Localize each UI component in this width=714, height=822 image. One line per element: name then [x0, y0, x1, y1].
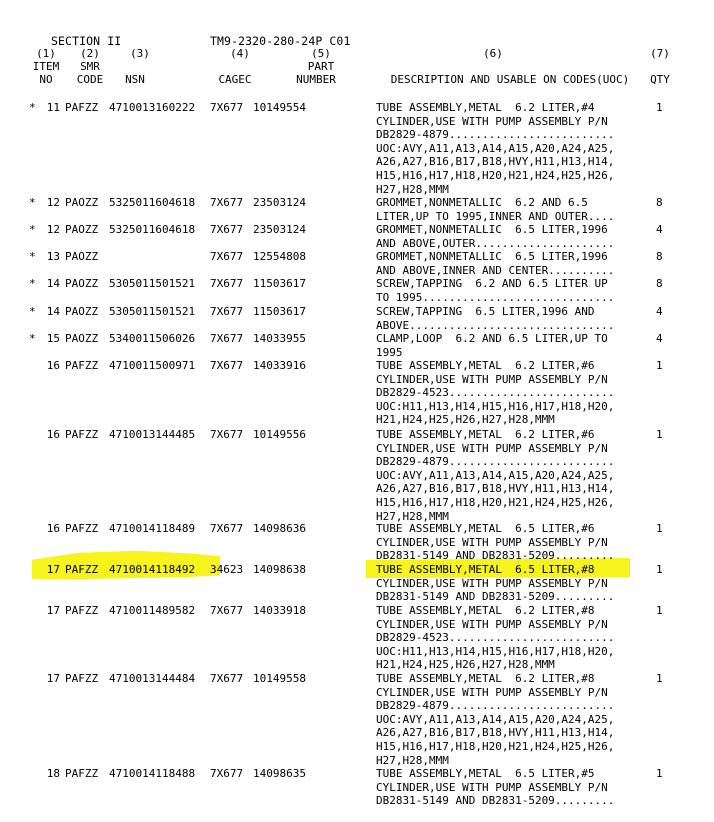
- smr-code: PAOZZ: [65, 250, 99, 263]
- description-line: CYLINDER,USE WITH PUMP ASSEMBLY P/N: [376, 535, 608, 549]
- smr-code: PAFZZ: [65, 522, 99, 535]
- description-line: DB2829-4879.........................: [376, 455, 615, 469]
- description-line: DB2831-5149 AND DB2831-5209.........: [376, 794, 615, 808]
- nsn: 4710013144484: [109, 672, 196, 685]
- cage-code: 7X677: [210, 522, 244, 535]
- part-number: 10149556: [253, 428, 306, 441]
- quantity: 8: [656, 277, 663, 290]
- smr-code: PAFZZ: [65, 428, 99, 441]
- description-line: A26,A27,B16,B17,B18,HVY,H11,H13,H14,: [376, 726, 615, 740]
- nsn: 4710014118489: [109, 522, 196, 535]
- part-number: 23503124: [253, 196, 306, 209]
- part-number: 11503617: [253, 305, 306, 318]
- smr-code: PAFZZ: [65, 672, 99, 685]
- part-number: 14098635: [253, 767, 306, 780]
- description: [376, 305, 644, 332]
- description-line: GROMMET,NONMETALLIC 6.2 AND 6.5: [376, 196, 588, 209]
- col5-label-top: PART: [307, 60, 335, 73]
- item-number: 17: [46, 563, 60, 576]
- description-line: CYLINDER,USE WITH PUMP ASSEMBLY P/N: [376, 617, 608, 631]
- cage-code: 7X677: [210, 359, 244, 372]
- col1-label-top: ITEM: [32, 60, 60, 73]
- col6-label: DESCRIPTION AND USABLE ON CODES(UOC): [390, 73, 630, 86]
- description-line: UOC:AVY,A11,A13,A14,A15,A20,A24,A25,: [376, 141, 615, 155]
- section-title: SECTION II: [51, 34, 122, 48]
- col2-number: (2): [80, 47, 100, 60]
- nsn: 4710011489582: [109, 604, 196, 617]
- description-line: SCREW,TAPPING 6.5 LITER,1996 AND: [376, 305, 595, 318]
- cage-code: 7X677: [210, 428, 244, 441]
- description: [376, 604, 644, 672]
- smr-code: PAFZZ: [65, 563, 99, 576]
- star-marker: *: [29, 196, 36, 209]
- description-line: UOC:AVY,A11,A13,A14,A15,A20,A24,A25,: [376, 712, 615, 726]
- col4-number: (4): [230, 47, 250, 60]
- description-line: TUBE ASSEMBLY,METAL 6.2 LITER,#6: [376, 359, 595, 372]
- star-marker: *: [29, 101, 36, 114]
- description-line: A26,A27,B16,B17,B18,HVY,H11,H13,H14,: [376, 482, 615, 496]
- item-number: 18: [46, 767, 60, 780]
- nsn: 5305011501521: [109, 277, 196, 290]
- col5-number: (5): [311, 47, 331, 60]
- item-number: 13: [46, 250, 60, 263]
- part-number: 10149558: [253, 672, 306, 685]
- quantity: 1: [656, 101, 663, 114]
- description-line: H27,H28,MMM: [376, 753, 449, 767]
- item-number: 16: [46, 359, 60, 372]
- star-marker: *: [29, 277, 36, 290]
- quantity: 4: [656, 305, 663, 318]
- description-line: TUBE ASSEMBLY,METAL 6.5 LITER,#8: [376, 563, 595, 576]
- nsn: 4710013160222: [109, 101, 196, 114]
- smr-code: PAFZZ: [65, 767, 99, 780]
- item-number: 17: [46, 672, 60, 685]
- quantity: 8: [656, 196, 663, 209]
- part-number: 10149554: [253, 101, 306, 114]
- cage-code: 7X677: [210, 332, 244, 345]
- description-line: H21,H24,H25,H26,H27,H28,MMM: [376, 658, 555, 672]
- description-line: CYLINDER,USE WITH PUMP ASSEMBLY P/N: [376, 685, 608, 699]
- cage-code: 7X677: [210, 250, 244, 263]
- description-line: DB2829-4879.........................: [376, 699, 615, 713]
- description-line: GROMMET,NONMETALLIC 6.5 LITER,1996: [376, 223, 608, 236]
- quantity: 1: [656, 767, 663, 780]
- part-number: 14033955: [253, 332, 306, 345]
- star-marker: *: [29, 305, 36, 318]
- smr-code: PAOZZ: [65, 196, 99, 209]
- cage-code: 7X677: [210, 223, 244, 236]
- smr-code: PAFZZ: [65, 359, 99, 372]
- description-line: DB2829-4523.........................: [376, 631, 615, 645]
- smr-code: PAOZZ: [65, 277, 99, 290]
- description-line: H21,H24,H25,H26,H27,H28,MMM: [376, 413, 555, 427]
- description-line: TUBE ASSEMBLY,METAL 6.5 LITER,#6: [376, 522, 595, 535]
- description-line: CLAMP,LOOP 6.2 AND 6.5 LITER,UP TO: [376, 332, 608, 345]
- document-id: TM9-2320-280-24P C01: [210, 34, 351, 48]
- description-line: TUBE ASSEMBLY,METAL 6.2 LITER,#8: [376, 672, 595, 685]
- col6-number: (6): [483, 47, 503, 60]
- description: [376, 332, 644, 359]
- quantity: 1: [656, 522, 663, 535]
- quantity: 4: [656, 223, 663, 236]
- quantity: 4: [656, 332, 663, 345]
- col7-label: QTY: [650, 73, 670, 86]
- cage-code: 34623: [210, 563, 244, 576]
- col2-label: CODE: [76, 73, 104, 86]
- description-line: AND ABOVE,OUTER.....................: [376, 236, 615, 250]
- item-number: 12: [46, 223, 60, 236]
- smr-code: PAOZZ: [65, 223, 99, 236]
- description-line: TUBE ASSEMBLY,METAL 6.5 LITER,#5: [376, 767, 595, 780]
- part-number: 12554808: [253, 250, 306, 263]
- description-line: TO 1995.............................: [376, 290, 615, 304]
- description-line: UOC:AVY,A11,A13,A14,A15,A20,A24,A25,: [376, 468, 615, 482]
- description-line: DB2831-5149 AND DB2831-5209.........: [376, 590, 615, 604]
- description: [376, 428, 644, 523]
- col1-number: (1): [36, 47, 56, 60]
- description-line: CYLINDER,USE WITH PUMP ASSEMBLY P/N: [376, 372, 608, 386]
- description-line: GROMMET,NONMETALLIC 6.5 LITER,1996: [376, 250, 608, 263]
- cage-code: 7X677: [210, 196, 244, 209]
- description: [376, 101, 644, 196]
- part-number: 14098636: [253, 522, 306, 535]
- nsn: 5340011506026: [109, 332, 196, 345]
- description-line: A26,A27,B16,B17,B18,HVY,H11,H13,H14,: [376, 155, 615, 169]
- quantity: 8: [656, 250, 663, 263]
- description: [376, 277, 644, 304]
- description: [376, 250, 644, 277]
- item-number: 11: [46, 101, 60, 114]
- col3-label: NSN: [125, 73, 145, 86]
- description-line: H15,H16,H17,H18,H20,H21,H24,H25,H26,: [376, 168, 615, 182]
- nsn: 5325011604618: [109, 223, 196, 236]
- description-line: 1995: [376, 345, 403, 359]
- nsn: 4710011500971: [109, 359, 196, 372]
- cage-code: 7X677: [210, 277, 244, 290]
- description: [376, 672, 644, 767]
- description-line: H15,H16,H17,H18,H20,H21,H24,H25,H26,: [376, 495, 615, 509]
- quantity: 1: [656, 359, 663, 372]
- quantity: 1: [656, 604, 663, 617]
- description-line: UOC:H11,H13,H14,H15,H16,H17,H18,H20,: [376, 399, 615, 413]
- cage-code: 7X677: [210, 604, 244, 617]
- description-line: TUBE ASSEMBLY,METAL 6.2 LITER,#6: [376, 428, 595, 441]
- description-line: H15,H16,H17,H18,H20,H21,H24,H25,H26,: [376, 739, 615, 753]
- description-line: CYLINDER,USE WITH PUMP ASSEMBLY P/N: [376, 441, 608, 455]
- item-number: 15: [46, 332, 60, 345]
- nsn: 4710014118492: [109, 563, 196, 576]
- nsn: 4710014118488: [109, 767, 196, 780]
- col1-label: NO: [39, 73, 53, 86]
- quantity: 1: [656, 672, 663, 685]
- item-number: 14: [46, 305, 60, 318]
- nsn: 5325011604618: [109, 196, 196, 209]
- description-line: CYLINDER,USE WITH PUMP ASSEMBLY P/N: [376, 114, 608, 128]
- cage-code: 7X677: [210, 767, 244, 780]
- description-line: UOC:H11,H13,H14,H15,H16,H17,H18,H20,: [376, 644, 615, 658]
- col7-number: (7): [650, 47, 670, 60]
- cage-code: 7X677: [210, 672, 244, 685]
- description: [376, 767, 644, 808]
- col4-label: CAGEC: [218, 73, 252, 86]
- col2-label-top: SMR: [80, 60, 100, 73]
- description: [376, 196, 644, 223]
- star-marker: *: [29, 332, 36, 345]
- description-line: CYLINDER,USE WITH PUMP ASSEMBLY P/N: [376, 780, 608, 794]
- part-number: 11503617: [253, 277, 306, 290]
- nsn: 4710013144485: [109, 428, 196, 441]
- description-line: LITER,UP TO 1995,INNER AND OUTER....: [376, 209, 615, 223]
- description-line: H27,H28,MMM: [376, 182, 449, 196]
- item-number: 14: [46, 277, 60, 290]
- part-number: 14033918: [253, 604, 306, 617]
- col5-label: NUMBER: [296, 73, 336, 86]
- item-number: 16: [46, 428, 60, 441]
- part-number: 23503124: [253, 223, 306, 236]
- item-number: 12: [46, 196, 60, 209]
- description-line: DB2829-4523.........................: [376, 386, 615, 400]
- description-line: H27,H28,MMM: [376, 509, 449, 523]
- smr-code: PAOZZ: [65, 305, 99, 318]
- description-line: ABOVE...............................: [376, 318, 615, 332]
- description: [376, 522, 644, 563]
- description-line: TUBE ASSEMBLY,METAL 6.2 LITER,#8: [376, 604, 595, 617]
- description-line: AND ABOVE,INNER AND CENTER..........: [376, 263, 615, 277]
- description-line: TUBE ASSEMBLY,METAL 6.2 LITER,#4: [376, 101, 595, 114]
- part-number: 14098638: [253, 563, 306, 576]
- star-marker: *: [29, 250, 36, 263]
- description-line: CYLINDER,USE WITH PUMP ASSEMBLY P/N: [376, 576, 608, 590]
- quantity: 1: [656, 428, 663, 441]
- smr-code: PAFZZ: [65, 604, 99, 617]
- description: [376, 359, 644, 427]
- star-marker: *: [29, 223, 36, 236]
- description: [376, 563, 644, 604]
- smr-code: PAOZZ: [65, 332, 99, 345]
- cage-code: 7X677: [210, 101, 244, 114]
- cage-code: 7X677: [210, 305, 244, 318]
- col3-number: (3): [130, 47, 150, 60]
- item-number: 17: [46, 604, 60, 617]
- item-number: 16: [46, 522, 60, 535]
- part-number: 14033916: [253, 359, 306, 372]
- description-line: SCREW,TAPPING 6.2 AND 6.5 LITER UP: [376, 277, 608, 290]
- quantity: 1: [656, 563, 663, 576]
- description: [376, 223, 644, 250]
- description-line: DB2829-4879.........................: [376, 128, 615, 142]
- nsn: 5305011501521: [109, 305, 196, 318]
- description-line: DB2831-5149 AND DB2831-5209.........: [376, 549, 615, 563]
- smr-code: PAFZZ: [65, 101, 99, 114]
